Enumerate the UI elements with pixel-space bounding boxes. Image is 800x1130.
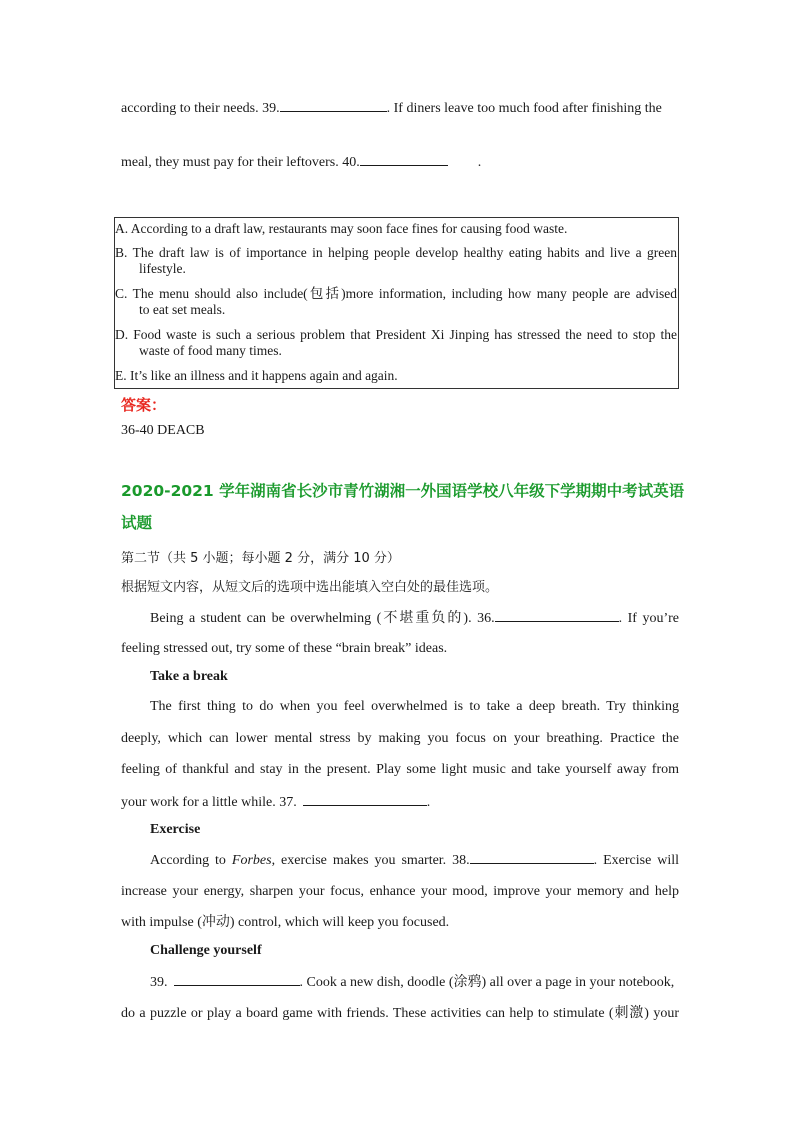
option-b-text-cont: lifestyle. <box>139 261 186 276</box>
passage-line <box>150 851 679 870</box>
option-a <box>115 221 678 237</box>
passage-text: . <box>426 795 431 810</box>
passage-text: . Cook a new dish, doodle (涂鸦) all over a page in your notebook, <box>299 975 675 990</box>
passage-text: 39. <box>150 975 168 990</box>
option-b <box>115 245 678 277</box>
passage-text: . If diners leave too much food after finishing the <box>386 101 662 116</box>
passage-text: . If you’re <box>618 611 679 626</box>
answer-blank-39b[interactable] <box>174 973 300 986</box>
answer-label: 答案： <box>121 396 167 414</box>
passage-text-italic: Forbes <box>231 853 272 868</box>
answer-blank-39[interactable] <box>280 99 387 112</box>
exam-title-cont: 试题 <box>121 514 153 532</box>
option-e-text: E. It’s like an illness and it happens again and again. <box>115 368 398 383</box>
passage-text: . <box>477 155 482 170</box>
passage-text: . Exercise will <box>593 853 680 868</box>
option-c <box>115 286 678 318</box>
passage-line: increase your energy, sharpen your focus, enhance your mood, improve your memory and help <box>121 884 679 899</box>
passage-line: do a puzzle or play a board game with friends. These activities can help to stimulate (刺激) your <box>121 1006 679 1021</box>
passage-line: deeply, which can lower mental stress by making you focus on your breathing. Practice the <box>121 731 679 746</box>
answer-blank-38[interactable] <box>470 851 594 864</box>
answer-blank-37[interactable] <box>303 793 427 806</box>
option-d-text-cont: waste of food many times. <box>139 343 282 358</box>
passage-line-40 <box>121 153 679 172</box>
section-heading-take-a-break: Take a break <box>150 669 228 684</box>
option-c-text-cont: to eat set meals. <box>139 302 226 317</box>
passage-line: feeling stressed out, try some of these “brain break” ideas. <box>121 641 448 656</box>
option-c-text: C. The menu should also include(包括)more information, including how many people are advised <box>115 286 677 301</box>
passage-text: meal, they must pay for their leftovers. 40. <box>121 155 360 170</box>
answer-blank-36[interactable] <box>495 609 619 622</box>
exam-title: 2020-2021 学年湖南省长沙市青竹湖湘一外国语学校八年级下学期期中考试英语 <box>121 482 685 500</box>
passage-text: according to their needs. 39. <box>121 101 280 116</box>
passage-line: feeling of thankful and stay in the present. Play some light music and take yourself away from <box>121 762 679 777</box>
options-box <box>114 217 679 389</box>
answer-value: 36-40 DEACB <box>121 423 205 438</box>
passage-line <box>150 973 679 992</box>
passage-line <box>150 609 679 628</box>
passage-text: , exercise makes you smarter. 38. <box>271 853 470 868</box>
passage-line-39 <box>121 99 679 118</box>
section-header: 第二节（共 5 小题；每小题 2 分，满分 10 分） <box>121 551 400 566</box>
section-heading-exercise: Exercise <box>150 822 201 837</box>
passage-text: your work for a little while. 37. <box>121 795 297 810</box>
passage-text: According to <box>150 853 232 868</box>
passage-text: Being a student can be overwhelming (不堪重负的). 36. <box>150 611 495 626</box>
passage-line <box>121 793 679 812</box>
passage-line: with impulse (冲动) control, which will keep you focused. <box>121 915 450 930</box>
option-d-text: D. Food waste is such a serious problem that President Xi Jinping has stressed the need to stop the <box>115 327 677 342</box>
option-d <box>115 327 678 359</box>
section-heading-challenge-yourself: Challenge yourself <box>150 943 262 958</box>
passage-line: The first thing to do when you feel overwhelmed is to take a deep breath. Try thinking <box>150 699 679 714</box>
option-a-text: A. According to a draft law, restaurants may soon face fines for causing food waste. <box>115 221 568 236</box>
option-e <box>115 368 678 384</box>
answer-blank-40[interactable] <box>360 153 448 166</box>
option-b-text: B. The draft law is of importance in helping people develop healthy eating habits and live a green <box>115 245 677 260</box>
section-instruction: 根据短文内容，从短文后的选项中选出能填入空白处的最佳选项。 <box>121 580 499 595</box>
